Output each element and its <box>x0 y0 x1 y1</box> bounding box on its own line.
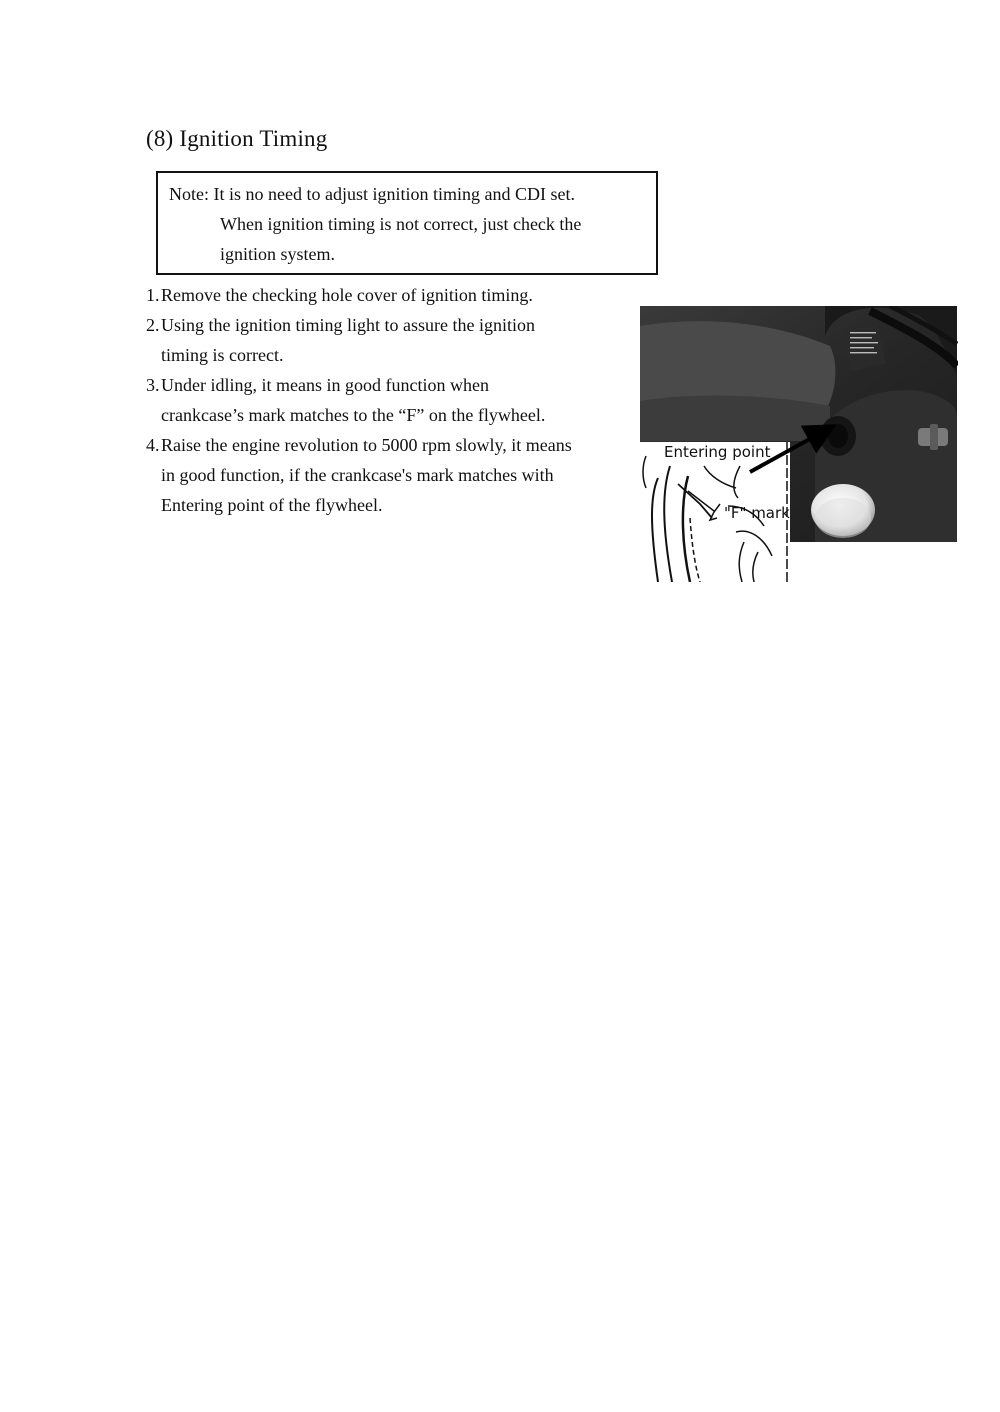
ignition-timing-figure <box>640 306 958 582</box>
note-line-3: ignition system. <box>220 244 336 264</box>
step-number: 1. <box>146 285 160 305</box>
step-text-continued: crankcase’s mark matches to the “F” on the flywheel. <box>161 405 546 425</box>
step-text-continued: timing is correct. <box>161 345 284 365</box>
step-number: 3. <box>146 375 160 395</box>
step-number: 2. <box>146 315 160 335</box>
entering-point-label: Entering point <box>664 443 771 461</box>
step-text-continued: in good function, if the crankcase's mark matches with <box>161 465 554 485</box>
step-text: Raise the engine revolution to 5000 rpm slowly, it means <box>161 435 572 455</box>
step-text-continued: Entering point of the flywheel. <box>161 495 383 515</box>
step-3 <box>146 370 545 430</box>
step-4 <box>146 430 572 520</box>
note-line-1: Note: It is no need to adjust ignition timing and CDI set. <box>169 184 575 204</box>
step-text: Using the ignition timing light to assure the ignition <box>161 315 535 335</box>
f-mark-label: "F" mark <box>724 504 790 522</box>
note-box <box>156 171 658 275</box>
step-1 <box>146 280 533 310</box>
step-number: 4. <box>146 435 160 455</box>
step-text: Under idling, it means in good function when <box>161 375 489 395</box>
note-line-2: When ignition timing is not correct, just check the <box>220 214 582 234</box>
step-2 <box>146 310 535 370</box>
section-title: (8) Ignition Timing <box>146 126 328 151</box>
step-text: Remove the checking hole cover of ignition timing. <box>161 285 533 305</box>
